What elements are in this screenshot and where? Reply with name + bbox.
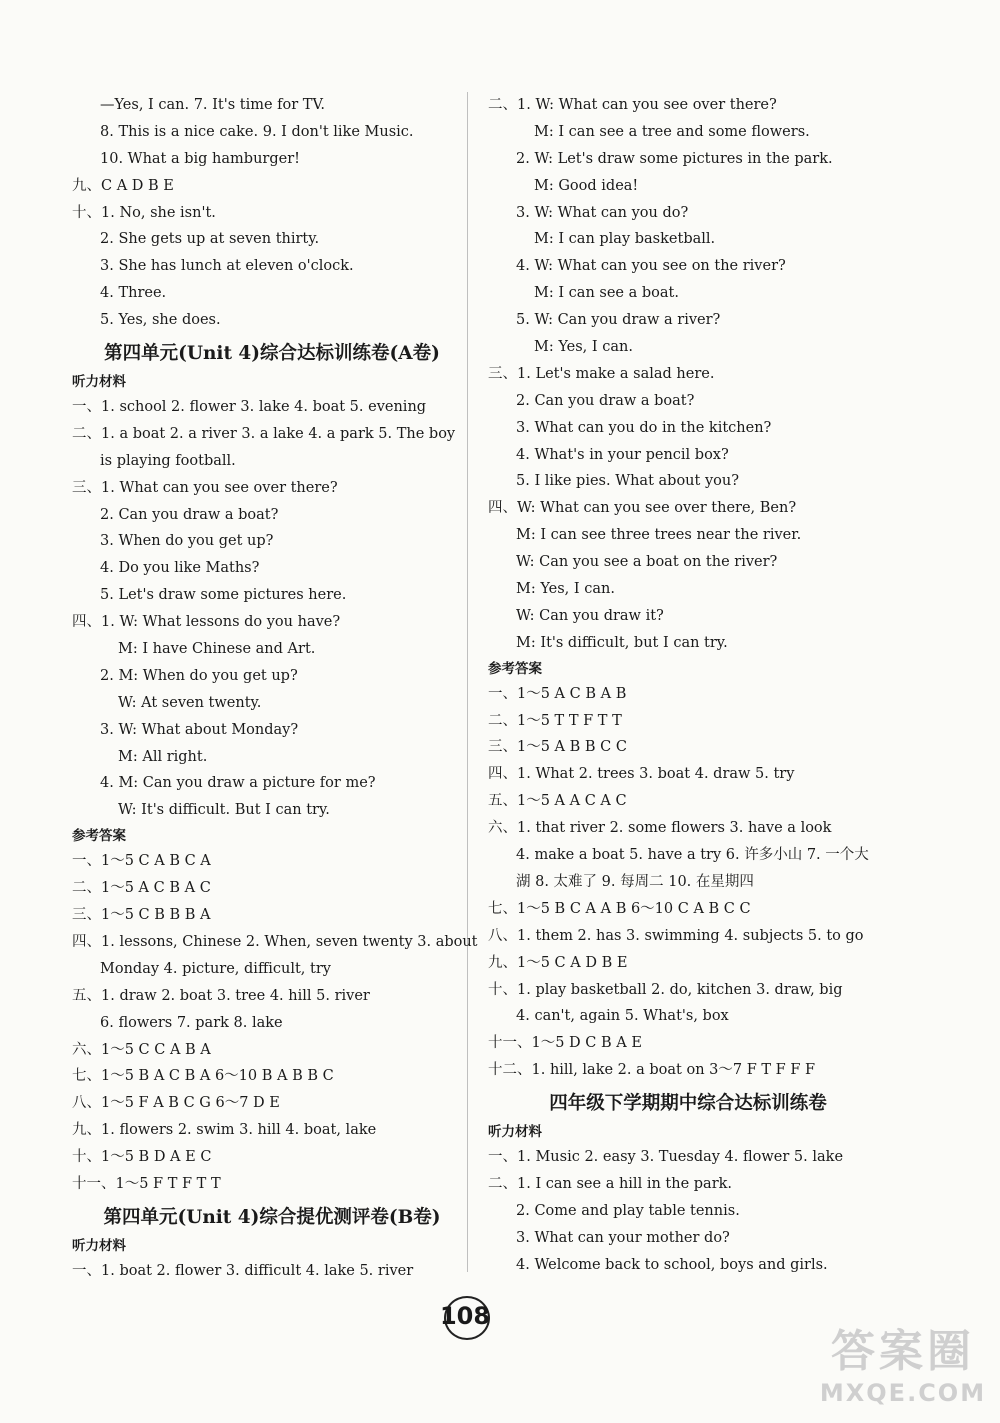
text-line: W: Can you see a boat on the river? bbox=[516, 554, 778, 571]
text-line: 2. She gets up at seven thirty. bbox=[100, 231, 320, 248]
text-line: 四、1. W: What lessons do you have? bbox=[72, 614, 341, 631]
text-line: 十一、1～5 D C B A E bbox=[488, 1035, 642, 1052]
text-line: 一、1～5 A C B A B bbox=[488, 685, 627, 702]
right-column bbox=[488, 92, 888, 1279]
section-subheading: 参考答案 bbox=[72, 828, 126, 845]
text-line: W: Can you draw it? bbox=[516, 607, 664, 624]
text-line: M: I can see a tree and some flowers. bbox=[534, 123, 810, 140]
text-line: 10. What a big hamburger! bbox=[100, 150, 300, 167]
text-line: 3. W: What about Monday? bbox=[100, 721, 299, 738]
text-line: 4. W: What can you see on the river? bbox=[516, 258, 786, 275]
text-line: 七、1～5 B A C B A 6～10 B A B B C bbox=[72, 1068, 334, 1085]
text-line: 二、1～5 T T F T T bbox=[488, 712, 622, 729]
text-line: 一、1. Music 2. easy 3. Tuesday 4. flower 5. lake bbox=[488, 1149, 844, 1166]
text-line: M: Yes, I can. bbox=[534, 339, 633, 356]
text-line: 4. M: Can you draw a picture for me? bbox=[100, 775, 376, 792]
text-line: Monday 4. picture, difficult, try bbox=[100, 960, 331, 977]
text-line: 3. What can you do in the kitchen? bbox=[516, 419, 772, 436]
text-line: 三、1～5 A B B C C bbox=[488, 739, 627, 756]
text-line: 5. Let's draw some pictures here. bbox=[100, 587, 347, 604]
text-line: M: I have Chinese and Art. bbox=[118, 641, 316, 658]
text-line: 5. I like pies. What about you? bbox=[516, 473, 739, 490]
text-line: 5. W: Can you draw a river? bbox=[516, 312, 721, 329]
text-line: 3. What can your mother do? bbox=[516, 1229, 730, 1246]
section-title: 四年级下学期期中综合达标训练卷 bbox=[549, 1093, 827, 1115]
text-line: W: At seven twenty. bbox=[118, 694, 262, 711]
text-line: 2. Can you draw a boat? bbox=[516, 392, 695, 409]
text-line: M: Yes, I can. bbox=[516, 581, 615, 598]
text-line: 8. This is a nice cake. 9. I don't like Music. bbox=[100, 123, 414, 140]
text-line: 2. Can you draw a boat? bbox=[100, 506, 279, 523]
text-line: 4. What's in your pencil box? bbox=[516, 446, 729, 463]
text-line: M: I can see three trees near the river. bbox=[516, 527, 802, 544]
text-line: 3. She has lunch at eleven o'clock. bbox=[100, 258, 354, 275]
watermark: 答案圈 MXQE.COM bbox=[819, 1326, 987, 1407]
text-line: 4. can't, again 5. What's, box bbox=[516, 1008, 729, 1025]
text-line: 三、1. What can you see over there? bbox=[72, 479, 338, 496]
section-subheading: 听力材料 bbox=[488, 1124, 542, 1141]
text-line: 十、1. No, she isn't. bbox=[72, 204, 216, 221]
section-subheading: 听力材料 bbox=[72, 374, 126, 391]
section-subheading: 参考答案 bbox=[488, 660, 542, 677]
text-line: 5. Yes, she does. bbox=[100, 312, 221, 329]
text-line: M: I can see a boat. bbox=[534, 285, 679, 302]
text-line: 二、1. W: What can you see over there? bbox=[488, 97, 777, 113]
text-line: 3. W: What can you do? bbox=[516, 204, 689, 221]
text-line: 五、1～5 A A C A C bbox=[488, 793, 627, 810]
text-line: 六、1. that river 2. some flowers 3. have a look bbox=[488, 820, 832, 837]
text-line: 六、1～5 C C A B A bbox=[72, 1041, 211, 1058]
text-line: 十、1～5 B D A E C bbox=[72, 1149, 212, 1166]
text-line: 五、1. draw 2. boat 3. tree 4. hill 5. river bbox=[72, 987, 370, 1004]
left-column bbox=[72, 92, 478, 1285]
text-line: 四、1. What 2. trees 3. boat 4. draw 5. try bbox=[488, 766, 795, 783]
text-line: 4. Do you like Maths? bbox=[100, 560, 260, 577]
text-line: —Yes, I can. 7. It's time for TV. bbox=[100, 97, 326, 113]
text-line: W: It's difficult. But I can try. bbox=[118, 802, 330, 819]
text-line: 八、1～5 F A B C G 6～7 D E bbox=[72, 1095, 280, 1112]
text-line: 一、1～5 C A B C A bbox=[72, 853, 211, 870]
text-line: 四、1. lessons, Chinese 2. When, seven twenty 3. about bbox=[72, 933, 478, 950]
text-line: 十一、1～5 F T F T T bbox=[72, 1175, 221, 1192]
text-line: 2. M: When do you get up? bbox=[100, 667, 298, 684]
text-line: M: It's difficult, but I can try. bbox=[516, 634, 728, 651]
text-line: 二、1. I can see a hill in the park. bbox=[488, 1175, 733, 1192]
text-line: 3. When do you get up? bbox=[100, 533, 274, 550]
section-title: 第四单元(Unit 4)综合达标训练卷(A卷) bbox=[104, 343, 440, 365]
text-line: 湖 8. 太难了 9. 每周二 10. 在星期四 bbox=[516, 873, 754, 890]
text-line: 4. make a boat 5. have a try 6. 许多小山 7. 一个大 bbox=[516, 847, 869, 864]
text-line: M: All right. bbox=[118, 748, 208, 765]
page-number: 108 bbox=[430, 1290, 500, 1342]
text-line: 九、C A D B E bbox=[72, 177, 174, 194]
text-line: 一、1. school 2. flower 3. lake 4. boat 5. evening bbox=[72, 399, 427, 416]
text-line: 九、1～5 C A D B E bbox=[488, 954, 628, 971]
text-line: M: Good idea! bbox=[534, 177, 639, 194]
text-line: is playing football. bbox=[100, 452, 236, 469]
text-line: 4. Welcome back to school, boys and girls. bbox=[516, 1256, 828, 1273]
text-line: 6. flowers 7. park 8. lake bbox=[100, 1014, 283, 1031]
text-line: 八、1. them 2. has 3. swimming 4. subjects 5. to go bbox=[488, 927, 864, 944]
text-line: 三、1. Let's make a salad here. bbox=[488, 365, 715, 382]
text-line: 4. Three. bbox=[100, 285, 167, 302]
section-subheading: 听力材料 bbox=[72, 1237, 126, 1254]
text-line: 二、1～5 A C B A C bbox=[72, 880, 211, 897]
text-line: 三、1～5 C B B B A bbox=[72, 907, 211, 924]
text-line: 2. Come and play table tennis. bbox=[516, 1202, 740, 1219]
text-line: 七、1～5 B C A A B 6～10 C A B C C bbox=[488, 900, 751, 917]
text-line: 十、1. play basketball 2. do, kitchen 3. draw, big bbox=[488, 981, 843, 998]
text-line: 2. W: Let's draw some pictures in the park. bbox=[516, 150, 833, 167]
text-line: 九、1. flowers 2. swim 3. hill 4. boat, lake bbox=[72, 1122, 377, 1139]
text-line: 四、W: What can you see over there, Ben? bbox=[488, 500, 797, 517]
text-line: M: I can play basketball. bbox=[534, 231, 716, 248]
text-line: 一、1. boat 2. flower 3. difficult 4. lake 5. river bbox=[72, 1262, 414, 1279]
text-line: 十二、1. hill, lake 2. a boat on 3～7 F T F F F bbox=[488, 1062, 816, 1079]
text-line: 二、1. a boat 2. a river 3. a lake 4. a park 5. The boy bbox=[72, 425, 456, 442]
section-title: 第四单元(Unit 4)综合提优测评卷(B卷) bbox=[103, 1206, 441, 1228]
